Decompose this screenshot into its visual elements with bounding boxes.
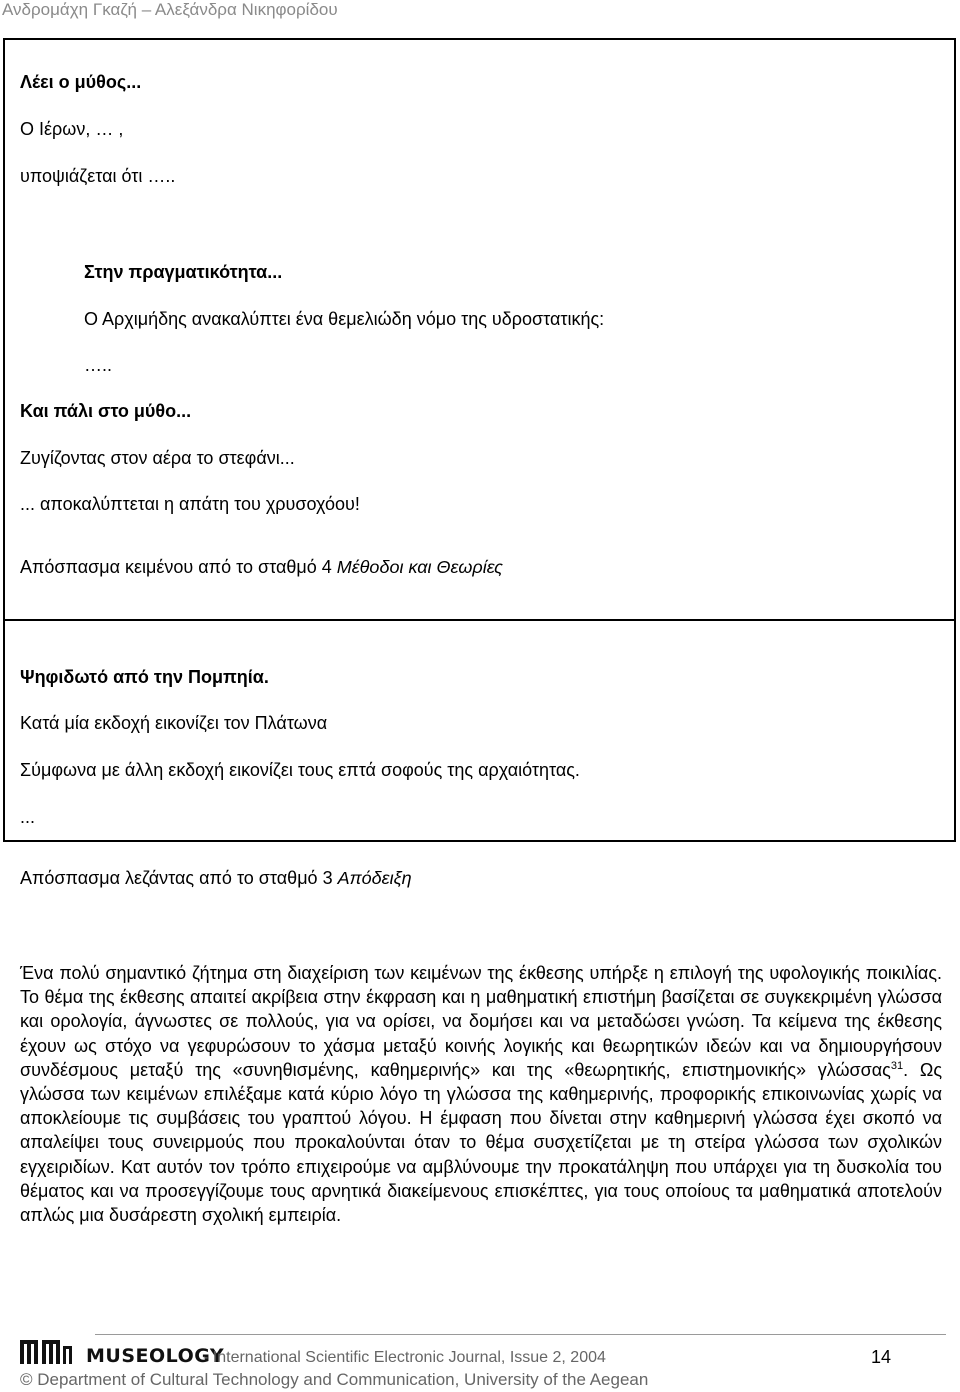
journal-info: - International Scientific Electronic Journal, Issue 2, 2004 [203, 1349, 606, 1366]
caption2-prefix: Απόσπασμα λεζάντας από το σταθμό 3 [20, 868, 338, 888]
body-text-1: Ένα πολύ σημαντικό ζήτημα στη διαχείριση των κειμένων της έκθεσης υπήρξε η επιλογή της υφολογικής ποικιλίας. Το θέμα της έκθεσης απαιτεί ακρίβεια στην έκφραση και η μαθηματική επιστήμη βασίζεται σε συγκεκριμένη γλώσσα και ορολογία, άγνωστες σε πολλούς, για να ορίσει, να δομήσει και να μεταδώσει γνώση. Τα κείμενα της έκθεσης έχουν ως στόχο να γεφυρώσουν το χάσμα μεταξύ κοινής λογικής και θεωρητικών ιδεών και να δημιουργήσουν συνδέσμους μεταξύ της «συνηθισμένης, καθημερινής» και της «θεωρητικής, επιστημονικής» γλώσσας [20, 963, 942, 1080]
box1-line-5: Ο Αρχιμήδης ανακαλύπτει ένα θεμελιώδη νόμο της υδροστατικής: [84, 309, 605, 329]
box2-line-4: ... [20, 807, 36, 827]
box1-caption-station: Μέθοδοι και Θεωρίες [336, 557, 503, 577]
caption-station-3 [20, 868, 412, 888]
box1-caption-prefix: Απόσπασμα κειμένου από το σταθμό 4 [20, 557, 337, 577]
box2-line-2: Κατά μία εκδοχή εικονίζει τον Πλάτωνα [20, 713, 328, 733]
body-text-2: . Ως γλώσσα των κειμένων επιλέξαμε κατά κύριο λόγο τη γλώσσα της καθημερινής, προφορικής επικοινωνίας χωρίς να αποκλείουμε τις συμβάσεις του γραπτού λόγου. Η έμφαση που δίνεται στην καθημερινή γλώσσα έχει σκοπό να απαλείψει τους συνειρμούς που προκαλούνται όταν το θέμα συσχετίζεται με τη στείρα γλώσσα των σχολικών εγχειριδίων. Κατ αυτόν τον τρόπο επιχειρούμε να αμβλύνουμε την προκατάληψη που υπάρχει για τη δυσκολία του θέματος και να προσεγγίζουμε τους αρνητικά διακείμενους επισκέπτες, για τους οποίους τα μαθηματικά αποτελούν απλώς μια δυσάρεστη σχολική εμπειρία. [20, 1059, 942, 1226]
box1-line-3: υποψιάζεται ότι ….. [20, 166, 176, 186]
copyright-line: © Department of Cultural Technology and Communication, University of the Aegean [20, 1370, 649, 1389]
box1-line-1: Λέει ο μύθος... [20, 72, 142, 92]
box2-line-3: Σύμφωνα με άλλη εκδοχή εικονίζει τους επτά σοφούς της αρχαιότητας. [20, 760, 580, 780]
footer-rule [95, 1334, 946, 1335]
body-paragraph [20, 961, 942, 1227]
box1-line-2: Ο Ιέρων, … , [20, 119, 124, 139]
box1-line-4: Στην πραγματικότητα... [84, 262, 283, 282]
excerpt-box-myth [3, 38, 956, 621]
page-number: 14 [871, 1347, 892, 1367]
museology-logo-icon [20, 1336, 80, 1366]
footnote-ref: 31 [890, 1059, 904, 1072]
box1-line-9: ... αποκαλύπτεται η απάτη του χρυσοχόου! [20, 494, 360, 514]
box1-line-7: Και πάλι στο μύθο... [20, 401, 192, 421]
running-header: Ανδρομάχη Γκαζή – Αλεξάνδρα Νικηφορίδου [2, 0, 338, 19]
box1-line-8: Ζυγίζοντας στον αέρα το στεφάνι... [20, 448, 295, 468]
box2-line-1: Ψηφιδωτό από την Πομπηία. [20, 667, 269, 687]
museology-brand: MUSEOLOGY [86, 1345, 225, 1367]
caption2-station: Απόδειξη [337, 868, 412, 888]
box1-caption [20, 557, 503, 577]
box1-line-6: ….. [84, 355, 113, 375]
